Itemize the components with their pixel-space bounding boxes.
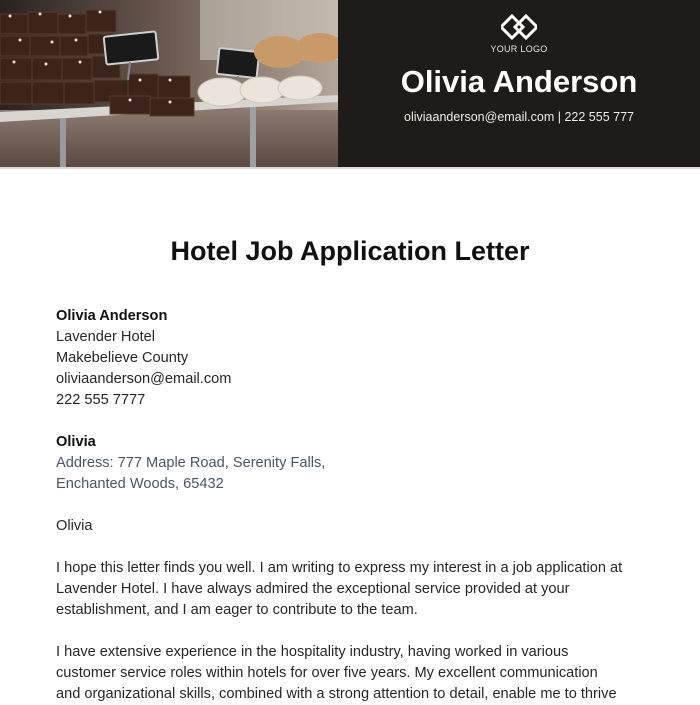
recipient-address-line: Enchanted Woods, 65432 — [56, 476, 224, 492]
bakery-display-image — [0, 0, 338, 167]
recipient-name: Olivia — [56, 434, 96, 450]
header-name: Olivia Anderson — [400, 64, 638, 99]
sender-name: Olivia Anderson — [56, 308, 168, 324]
paragraph-line: Lavender Hotel. I have always admired the exceptional service provided at your — [56, 581, 570, 597]
letterhead — [0, 0, 700, 167]
paragraph-2 — [56, 642, 656, 705]
bakery-photo — [0, 0, 338, 167]
sender-line: Lavender Hotel — [56, 329, 155, 345]
paragraph-line: and organizational skills, combined with a strong attention to detail, enable me to thrive — [56, 686, 617, 702]
sender-line: oliviaanderson@email.com — [56, 371, 232, 387]
document-title: Hotel Job Application Letter — [170, 236, 530, 266]
sender-block — [56, 306, 231, 411]
logo-icon — [501, 14, 537, 40]
sender-line: 222 555 7777 — [56, 392, 146, 408]
recipient-address-line: Address: 777 Maple Road, Serenity Falls, — [56, 455, 326, 471]
sender-line: Makebelieve County — [56, 350, 189, 366]
header-contact: oliviaanderson@email.com | 222 555 777 — [404, 110, 634, 124]
paragraph-line: I hope this letter finds you well. I am writing to express my interest in a job application at — [56, 560, 623, 576]
salutation: Olivia — [56, 518, 93, 534]
recipient-block — [56, 432, 325, 495]
logo — [338, 14, 700, 45]
paragraph-line: establishment, and I am eager to contribute to the team. — [56, 602, 418, 618]
paragraph-line: customer service roles within hotels for over five years. My excellent communication — [56, 665, 598, 681]
paragraph-line: I have extensive experience in the hospitality industry, having worked in various — [56, 644, 569, 660]
logo-text: YOUR LOGO — [490, 44, 548, 54]
letterhead-banner — [338, 0, 700, 167]
header-divider — [0, 167, 700, 169]
paragraph-1 — [56, 558, 656, 621]
